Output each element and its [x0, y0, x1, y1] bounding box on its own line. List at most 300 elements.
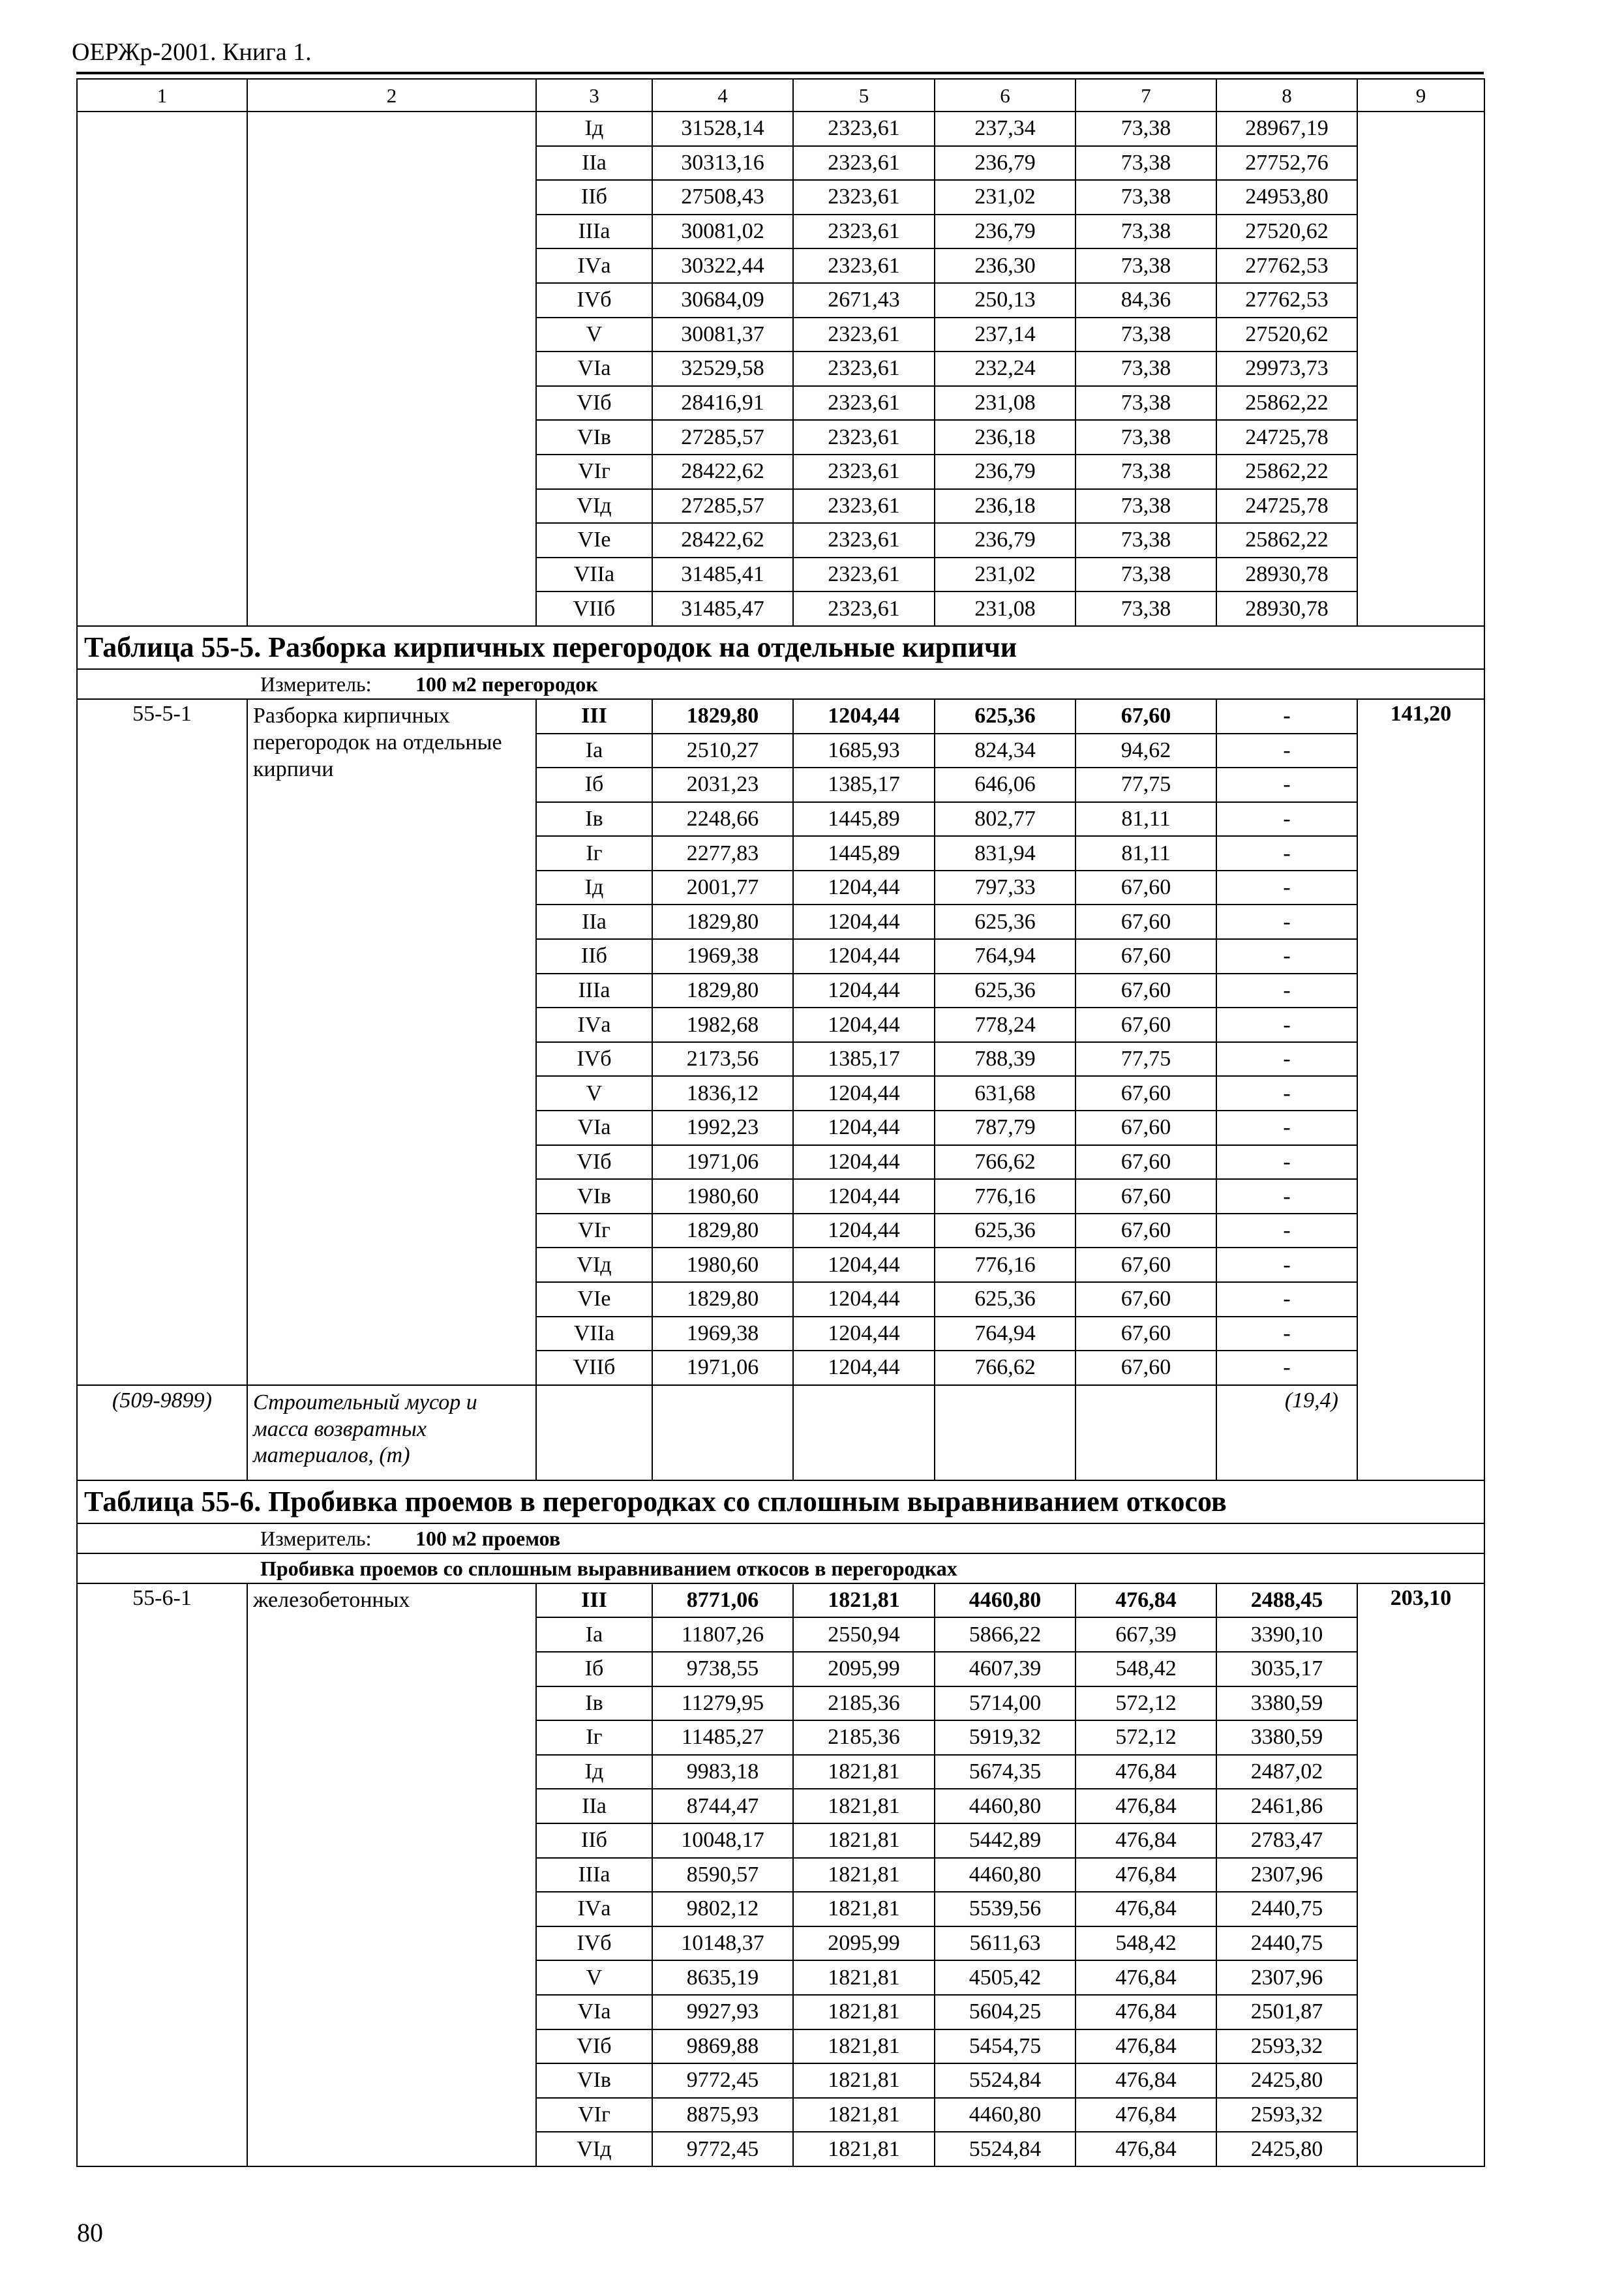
value-cell: - [1216, 1282, 1357, 1317]
value-cell: 2323,61 [793, 591, 935, 626]
value-cell: 77,75 [1075, 768, 1216, 802]
measure-row [77, 669, 1484, 699]
extra-cell: 203,10 [1357, 1583, 1484, 2166]
measure-value: 100 м2 проемов [415, 1526, 561, 1550]
value-cell: 73,38 [1075, 180, 1216, 215]
value-cell: 5611,63 [935, 1926, 1075, 1961]
value-cell: - [1216, 1008, 1357, 1042]
value-cell: 2248,66 [652, 802, 793, 837]
value-cell: 9927,93 [652, 1995, 793, 2029]
empty-cell [1075, 1385, 1216, 1480]
value-cell: 625,36 [935, 905, 1075, 939]
zone-cell: V [536, 1076, 652, 1111]
value-cell: 5866,22 [935, 1617, 1075, 1652]
value-cell: - [1216, 699, 1357, 734]
value-cell: 10148,37 [652, 1926, 793, 1961]
value-cell: 2323,61 [793, 112, 935, 146]
value-cell: 8744,47 [652, 1789, 793, 1823]
measure-cell [77, 1523, 1484, 1553]
value-cell: 1204,44 [793, 1008, 935, 1042]
value-cell: 831,94 [935, 836, 1075, 871]
page-number: 80 [77, 2218, 103, 2247]
value-cell: - [1216, 1351, 1357, 1385]
value-cell: 28930,78 [1216, 558, 1357, 592]
value-cell: 11279,95 [652, 1686, 793, 1721]
value-cell: 2323,61 [793, 318, 935, 352]
zone-cell: IIа [536, 905, 652, 939]
value-cell: 8635,19 [652, 1960, 793, 1995]
column-number: 4 [652, 79, 793, 112]
zone-cell: VIг [536, 455, 652, 489]
value-cell: 548,42 [1075, 1652, 1216, 1686]
value-cell: 84,36 [1075, 283, 1216, 318]
zone-cell: Iв [536, 802, 652, 837]
empty-cell [536, 1385, 652, 1480]
extra-cell: 141,20 [1357, 699, 1484, 1480]
table-title-row [77, 1480, 1484, 1523]
value-cell: 1204,44 [793, 905, 935, 939]
value-cell: 73,38 [1075, 558, 1216, 592]
value-cell: 30313,16 [652, 146, 793, 181]
value-cell: 237,34 [935, 112, 1075, 146]
table-row [77, 112, 1484, 146]
value-cell: 646,06 [935, 768, 1075, 802]
value-cell: 1829,80 [652, 1214, 793, 1248]
value-cell: 2671,43 [793, 283, 935, 318]
zone-cell: VIб [536, 1145, 652, 1180]
value-cell: 67,60 [1075, 939, 1216, 974]
value-cell: 24725,78 [1216, 489, 1357, 524]
zone-cell: VIд [536, 2132, 652, 2166]
price-table [76, 78, 1485, 2167]
value-cell: - [1216, 905, 1357, 939]
table-row [77, 1583, 1484, 1618]
value-cell: 3380,59 [1216, 1720, 1357, 1755]
zone-cell: Iд [536, 1755, 652, 1789]
value-cell: 237,14 [935, 318, 1075, 352]
value-cell: 231,02 [935, 180, 1075, 215]
value-cell: 236,18 [935, 489, 1075, 524]
zone-cell: IIIа [536, 974, 652, 1008]
zone-cell: IIIа [536, 215, 652, 249]
column-number: 5 [793, 79, 935, 112]
zone-cell: IVб [536, 1926, 652, 1961]
zone-cell: VIб [536, 386, 652, 421]
value-cell: 1821,81 [793, 1960, 935, 1995]
value-cell: 73,38 [1075, 215, 1216, 249]
value-cell: 1971,06 [652, 1351, 793, 1385]
empty-cell [793, 1385, 935, 1480]
value-cell: 1204,44 [793, 1179, 935, 1214]
value-cell: 2323,61 [793, 386, 935, 421]
zone-cell: VIд [536, 489, 652, 524]
value-cell: 8771,06 [652, 1583, 793, 1618]
value-cell: 236,18 [935, 420, 1075, 455]
value-cell: 1982,68 [652, 1008, 793, 1042]
value-cell: 476,84 [1075, 2132, 1216, 2166]
value-cell: 67,60 [1075, 1111, 1216, 1145]
value-cell: 2001,77 [652, 871, 793, 905]
value-cell: 24725,78 [1216, 420, 1357, 455]
value-cell: 27520,62 [1216, 215, 1357, 249]
value-cell: 1821,81 [793, 1892, 935, 1926]
value-cell: 5674,35 [935, 1755, 1075, 1789]
value-cell: - [1216, 1111, 1357, 1145]
value-cell: 1821,81 [793, 1789, 935, 1823]
value-cell: 548,42 [1075, 1926, 1216, 1961]
value-cell: 476,84 [1075, 1995, 1216, 2029]
zone-cell: IIа [536, 146, 652, 181]
zone-cell: VIа [536, 352, 652, 386]
zone-cell: IIб [536, 1823, 652, 1858]
zone-cell: VIа [536, 1111, 652, 1145]
value-cell: 1969,38 [652, 939, 793, 974]
value-cell: 25862,22 [1216, 523, 1357, 558]
table-title-row [77, 626, 1484, 669]
value-cell: 67,60 [1075, 699, 1216, 734]
zone-cell: IIIа [536, 1858, 652, 1893]
value-cell: 572,12 [1075, 1720, 1216, 1755]
code-cell: 55-5-1 [77, 699, 247, 1385]
value-cell: 32529,58 [652, 352, 793, 386]
value-cell: 9738,55 [652, 1652, 793, 1686]
value-cell: 4460,80 [935, 1858, 1075, 1893]
value-cell: 802,77 [935, 802, 1075, 837]
note-code [77, 1385, 247, 1480]
measure-row [77, 1523, 1484, 1553]
value-cell: 788,39 [935, 1042, 1075, 1077]
value-cell: 28416,91 [652, 386, 793, 421]
header-rule [76, 72, 1484, 74]
value-cell: 764,94 [935, 939, 1075, 974]
value-cell: 1204,44 [793, 1145, 935, 1180]
measure-cell [77, 669, 1484, 699]
zone-cell: VIг [536, 2098, 652, 2132]
value-cell: 73,38 [1075, 386, 1216, 421]
value-cell: - [1216, 1317, 1357, 1351]
value-cell: 231,02 [935, 558, 1075, 592]
value-cell: - [1216, 1076, 1357, 1111]
value-cell: 67,60 [1075, 974, 1216, 1008]
value-cell: 2425,80 [1216, 2063, 1357, 2098]
value-cell: 30322,44 [652, 248, 793, 283]
value-cell: 1821,81 [793, 1823, 935, 1858]
value-cell: 9869,88 [652, 2029, 793, 2064]
zone-cell: Iд [536, 112, 652, 146]
value-cell: 231,08 [935, 386, 1075, 421]
zone-cell: IVа [536, 1892, 652, 1926]
table-title: Таблица 55-5. Разборка кирпичных перегородок на отдельные кирпичи [77, 626, 1484, 669]
value-cell: 2185,36 [793, 1720, 935, 1755]
empty-cell [935, 1385, 1075, 1480]
measure-label: Измеритель: [260, 672, 372, 696]
value-cell: 2323,61 [793, 215, 935, 249]
value-cell: 31528,14 [652, 112, 793, 146]
value-cell: - [1216, 1214, 1357, 1248]
value-cell: 73,38 [1075, 489, 1216, 524]
column-number: 8 [1216, 79, 1357, 112]
value-cell: 2440,75 [1216, 1926, 1357, 1961]
value-cell: 232,24 [935, 352, 1075, 386]
value-cell: 5539,56 [935, 1892, 1075, 1926]
zone-cell: VIIб [536, 1351, 652, 1385]
value-cell: - [1216, 1179, 1357, 1214]
value-cell: 67,60 [1075, 1076, 1216, 1111]
value-cell: 1821,81 [793, 1583, 935, 1618]
value-cell: 27285,57 [652, 489, 793, 524]
value-cell: - [1216, 871, 1357, 905]
value-cell: 3390,10 [1216, 1617, 1357, 1652]
zone-cell: Iа [536, 1617, 652, 1652]
value-cell: 2277,83 [652, 836, 793, 871]
value-cell: 236,30 [935, 248, 1075, 283]
value-cell: 28422,62 [652, 455, 793, 489]
value-cell: 29973,73 [1216, 352, 1357, 386]
value-cell: 24953,80 [1216, 180, 1357, 215]
value-cell: 1821,81 [793, 2132, 935, 2166]
value-cell: 2323,61 [793, 558, 935, 592]
value-cell: 2425,80 [1216, 2132, 1357, 2166]
value-cell: 2095,99 [793, 1652, 935, 1686]
value-cell: 1204,44 [793, 1214, 935, 1248]
value-cell: 27520,62 [1216, 318, 1357, 352]
value-cell: 625,36 [935, 974, 1075, 1008]
value-cell: 476,84 [1075, 1823, 1216, 1858]
value-cell: 4460,80 [935, 1583, 1075, 1618]
value-cell: 30684,09 [652, 283, 793, 318]
zone-cell: VIв [536, 1179, 652, 1214]
zone-cell: V [536, 1960, 652, 1995]
value-cell: 67,60 [1075, 1282, 1216, 1317]
value-cell: 67,60 [1075, 1351, 1216, 1385]
value-cell: 476,84 [1075, 1960, 1216, 1995]
zone-cell: Iг [536, 1720, 652, 1755]
value-cell: 1685,93 [793, 734, 935, 768]
running-header: ОЕРЖр-2001. Книга 1. [72, 38, 312, 66]
value-cell: 476,84 [1075, 1583, 1216, 1618]
code-cell [77, 112, 247, 626]
column-number: 2 [247, 79, 536, 112]
extra-cell [1357, 112, 1484, 626]
value-cell: 5714,00 [935, 1686, 1075, 1721]
value-cell: 67,60 [1075, 1008, 1216, 1042]
column-number: 6 [935, 79, 1075, 112]
value-cell: 1445,89 [793, 802, 935, 837]
note-text-cell: Строительный мусор и масса возвратных материалов, (т) [247, 1385, 536, 1480]
value-cell: 73,38 [1075, 591, 1216, 626]
value-cell: 1204,44 [793, 871, 935, 905]
note-code-text: (509-9899) [112, 1388, 212, 1413]
zone-cell: VIе [536, 523, 652, 558]
note-value: (19,4) [1284, 1388, 1338, 1413]
value-cell: 1821,81 [793, 2063, 935, 2098]
value-cell: 67,60 [1075, 1317, 1216, 1351]
value-cell: 5604,25 [935, 1995, 1075, 2029]
zone-cell: VIа [536, 1995, 652, 2029]
value-cell: 2185,36 [793, 1686, 935, 1721]
value-cell: 8590,57 [652, 1858, 793, 1893]
value-cell: 28930,78 [1216, 591, 1357, 626]
value-cell: 1980,60 [652, 1179, 793, 1214]
value-cell: 1829,80 [652, 974, 793, 1008]
value-cell: 625,36 [935, 699, 1075, 734]
value-cell: 81,11 [1075, 836, 1216, 871]
value-cell: 1829,80 [652, 699, 793, 734]
value-cell: 787,79 [935, 1111, 1075, 1145]
value-cell: 236,79 [935, 215, 1075, 249]
value-cell: 2461,86 [1216, 1789, 1357, 1823]
zone-cell: IIа [536, 1789, 652, 1823]
value-cell: 766,62 [935, 1351, 1075, 1385]
zone-cell: IIб [536, 939, 652, 974]
value-cell: - [1216, 1042, 1357, 1077]
value-cell: 2307,96 [1216, 1960, 1357, 1995]
value-cell: 2783,47 [1216, 1823, 1357, 1858]
value-cell: 1385,17 [793, 1042, 935, 1077]
zone-cell: VIIа [536, 1317, 652, 1351]
zone-cell: Iб [536, 1652, 652, 1686]
value-cell: 476,84 [1075, 2063, 1216, 2098]
zone-cell: III [536, 1583, 652, 1618]
value-cell: - [1216, 802, 1357, 837]
value-cell: 67,60 [1075, 1214, 1216, 1248]
value-cell: 631,68 [935, 1076, 1075, 1111]
note-value-cell [1216, 1385, 1357, 1480]
zone-cell: VIе [536, 1282, 652, 1317]
value-cell: 67,60 [1075, 1248, 1216, 1282]
value-cell: 27752,76 [1216, 146, 1357, 181]
measure-label: Измеритель: [260, 1526, 372, 1550]
value-cell: 1836,12 [652, 1076, 793, 1111]
value-cell: 5919,32 [935, 1720, 1075, 1755]
value-cell: 31485,41 [652, 558, 793, 592]
zone-cell: Iб [536, 768, 652, 802]
value-cell: 1385,17 [793, 768, 935, 802]
value-cell: 776,16 [935, 1248, 1075, 1282]
value-cell: 2323,61 [793, 420, 935, 455]
value-cell: 27508,43 [652, 180, 793, 215]
value-cell: 2323,61 [793, 455, 935, 489]
value-cell: 2323,61 [793, 523, 935, 558]
value-cell: 81,11 [1075, 802, 1216, 837]
value-cell: 476,84 [1075, 1892, 1216, 1926]
value-cell: 476,84 [1075, 1789, 1216, 1823]
value-cell: 1821,81 [793, 1858, 935, 1893]
value-cell: 1204,44 [793, 1111, 935, 1145]
zone-cell: Iд [536, 871, 652, 905]
value-cell: 2323,61 [793, 180, 935, 215]
value-cell: 764,94 [935, 1317, 1075, 1351]
value-cell: 5442,89 [935, 1823, 1075, 1858]
value-cell: 67,60 [1075, 871, 1216, 905]
value-cell: 2501,87 [1216, 1995, 1357, 2029]
value-cell: 1204,44 [793, 1282, 935, 1317]
value-cell: 250,13 [935, 283, 1075, 318]
value-cell: 1204,44 [793, 939, 935, 974]
value-cell: 5524,84 [935, 2063, 1075, 2098]
value-cell: 28967,19 [1216, 112, 1357, 146]
value-cell: 476,84 [1075, 1755, 1216, 1789]
value-cell: 1821,81 [793, 2098, 935, 2132]
column-number: 7 [1075, 79, 1216, 112]
value-cell: 2323,61 [793, 146, 935, 181]
value-cell: 1821,81 [793, 2029, 935, 2064]
zone-cell: V [536, 318, 652, 352]
zone-cell: IVб [536, 283, 652, 318]
value-cell: 1204,44 [793, 699, 935, 734]
value-cell: 2173,56 [652, 1042, 793, 1077]
value-cell: - [1216, 974, 1357, 1008]
zone-cell: Iа [536, 734, 652, 768]
value-cell: 1980,60 [652, 1248, 793, 1282]
value-cell: 2550,94 [793, 1617, 935, 1652]
value-cell: 2487,02 [1216, 1755, 1357, 1789]
value-cell: 9772,45 [652, 2063, 793, 2098]
value-cell: 776,16 [935, 1179, 1075, 1214]
value-cell: 73,38 [1075, 420, 1216, 455]
value-cell: 4460,80 [935, 1789, 1075, 1823]
empty-cell [652, 1385, 793, 1480]
value-cell: 2307,96 [1216, 1858, 1357, 1893]
name-cell: Разборка кирпичных перегородок на отдельные кирпичи [247, 699, 536, 1385]
value-cell: 30081,37 [652, 318, 793, 352]
table-row [77, 699, 1484, 734]
value-cell: 231,08 [935, 591, 1075, 626]
zone-cell: VIв [536, 2063, 652, 2098]
zone-cell: VIд [536, 1248, 652, 1282]
value-cell: 73,38 [1075, 318, 1216, 352]
zone-cell: Iв [536, 1686, 652, 1721]
value-cell: 4460,80 [935, 2098, 1075, 2132]
value-cell: 3035,17 [1216, 1652, 1357, 1686]
zone-cell: Iг [536, 836, 652, 871]
code-cell: 55-6-1 [77, 1583, 247, 2166]
value-cell: 5454,75 [935, 2029, 1075, 2064]
value-cell: 73,38 [1075, 455, 1216, 489]
value-cell: 236,79 [935, 455, 1075, 489]
column-number: 1 [77, 79, 247, 112]
value-cell: - [1216, 1145, 1357, 1180]
value-cell: 73,38 [1075, 112, 1216, 146]
value-cell: 67,60 [1075, 1179, 1216, 1214]
value-cell: 236,79 [935, 523, 1075, 558]
value-cell: 5524,84 [935, 2132, 1075, 2166]
value-cell: 27762,53 [1216, 248, 1357, 283]
zone-cell: IVа [536, 248, 652, 283]
value-cell: - [1216, 768, 1357, 802]
zone-cell: VIб [536, 2029, 652, 2064]
value-cell: 1204,44 [793, 1248, 935, 1282]
column-number-row [77, 79, 1484, 112]
value-cell: 2510,27 [652, 734, 793, 768]
value-cell: 27762,53 [1216, 283, 1357, 318]
value-cell: 9802,12 [652, 1892, 793, 1926]
value-cell: 2323,61 [793, 489, 935, 524]
value-cell: 1821,81 [793, 1995, 935, 2029]
value-cell: 2031,23 [652, 768, 793, 802]
value-cell: 1821,81 [793, 1755, 935, 1789]
column-number: 9 [1357, 79, 1484, 112]
value-cell: 3380,59 [1216, 1686, 1357, 1721]
value-cell: 25862,22 [1216, 455, 1357, 489]
value-cell: 1445,89 [793, 836, 935, 871]
value-cell: 77,75 [1075, 1042, 1216, 1077]
value-cell: 476,84 [1075, 2098, 1216, 2132]
value-cell: - [1216, 939, 1357, 974]
value-cell: 9772,45 [652, 2132, 793, 2166]
value-cell: 2593,32 [1216, 2029, 1357, 2064]
value-cell: 1204,44 [793, 1317, 935, 1351]
